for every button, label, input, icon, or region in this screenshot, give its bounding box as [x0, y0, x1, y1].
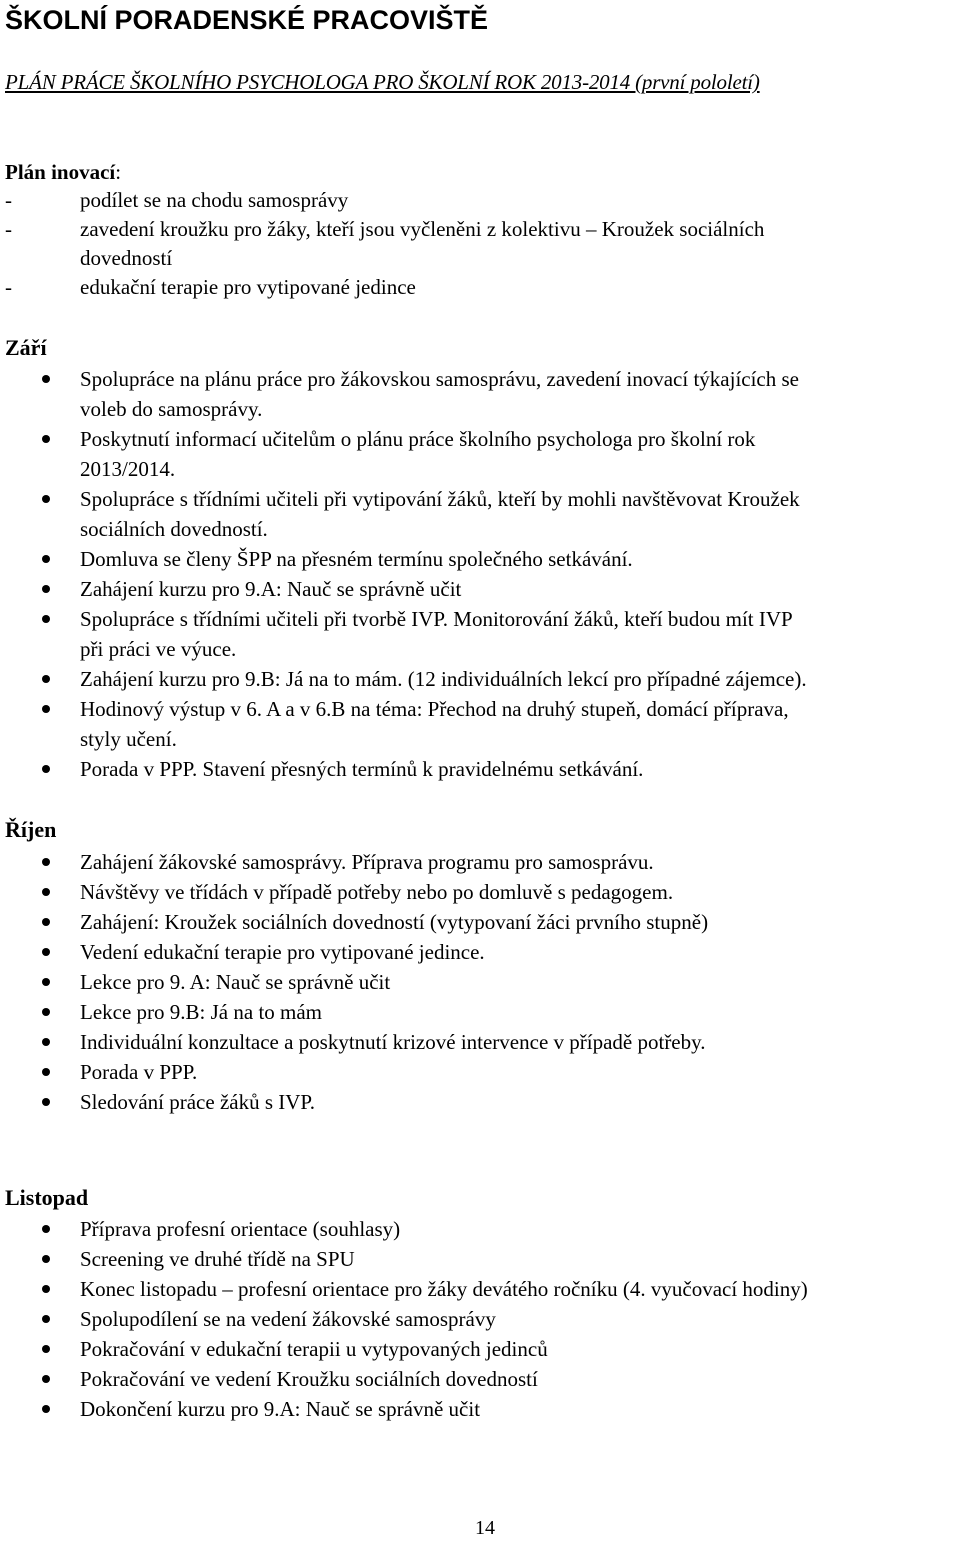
- listopad-list-item: [0, 1214, 960, 1244]
- rijen-list: [0, 847, 960, 1117]
- list-item-text: Příprava profesní orientace (souhlasy): [80, 1217, 401, 1241]
- document-title: ŠKOLNÍ PORADENSKÉ PRACOVIŠTĚ: [5, 5, 489, 35]
- bullet-icon: [42, 888, 50, 896]
- bullet-icon: [42, 1345, 50, 1353]
- bullet-icon: [42, 948, 50, 956]
- list-item-text: Zahájení kurzu pro 9.A: Nauč se správně učit: [80, 577, 462, 601]
- listopad-list-item: [0, 1304, 960, 1334]
- dash-marker: -: [5, 188, 12, 212]
- list-item-text: Pokračování ve vedení Kroužku sociálních dovedností: [80, 1367, 538, 1391]
- list-item-text: Hodinový výstup v 6. A a v 6.B na téma: Přechod na druhý stupeň, domácí příprava,: [80, 697, 789, 721]
- bullet-icon: [42, 1068, 50, 1076]
- zari-list-item: [0, 574, 960, 604]
- rijen-list-item: [0, 997, 960, 1027]
- rijen-list-item: [0, 1057, 960, 1087]
- dash-marker: -: [5, 217, 12, 241]
- list-item-text: Lekce pro 9. A: Nauč se správně učit: [80, 970, 391, 994]
- bullet-icon: [42, 1285, 50, 1293]
- zari-list-item: [0, 604, 960, 664]
- bullet-icon: [42, 1098, 50, 1106]
- list-item-text: edukační terapie pro vytipované jedince: [80, 275, 416, 299]
- listopad-list-item: [0, 1364, 960, 1394]
- list-item-text: Poskytnutí informací učitelům o plánu práce školního psychologa pro školní rok: [80, 427, 756, 451]
- bullet-icon: [42, 858, 50, 866]
- list-item-text: sociálních dovedností.: [80, 517, 268, 541]
- bullet-icon: [42, 495, 50, 503]
- bullet-icon: [42, 1315, 50, 1323]
- innovations-list-item: [0, 186, 960, 215]
- zari-list: [0, 364, 960, 784]
- list-item-text: Sledování práce žáků s IVP.: [80, 1090, 316, 1114]
- list-item-text: Konec listopadu – profesní orientace pro žáky devátého ročníku (4. vyučovací hodiny): [80, 1277, 808, 1301]
- dash-marker: -: [5, 275, 12, 299]
- list-item-text: Spolupráce na plánu práce pro žákovskou samosprávu, zavedení inovací týkajících se: [80, 367, 799, 391]
- list-item-text: 2013/2014.: [80, 457, 176, 481]
- list-item-text: Zahájení žákovské samosprávy. Příprava programu pro samosprávu.: [80, 850, 654, 874]
- listopad-list-item: [0, 1274, 960, 1304]
- zari-list-item: [0, 694, 960, 754]
- list-item-text: Spolupodílení se na vedení žákovské samosprávy: [80, 1307, 496, 1331]
- listopad-list-item: [0, 1334, 960, 1364]
- listopad-heading: Listopad: [5, 1185, 89, 1210]
- bullet-icon: [42, 765, 50, 773]
- rijen-list-item: [0, 847, 960, 877]
- listopad-list: [0, 1214, 960, 1424]
- zari-list-item: [0, 544, 960, 574]
- list-item-text: při práci ve výuce.: [80, 637, 237, 661]
- zari-heading: Září: [5, 335, 47, 360]
- innovations-list-item: [0, 273, 960, 302]
- zari-list-item: [0, 484, 960, 544]
- list-item-text: podílet se na chodu samosprávy: [80, 188, 349, 212]
- bullet-icon: [42, 978, 50, 986]
- list-item-text: dovedností: [80, 246, 173, 270]
- document-subtitle: PLÁN PRÁCE ŠKOLNÍHO PSYCHOLOGA PRO ŠKOLNÍ ROK 2013-2014 (první pololetí): [5, 70, 760, 94]
- listopad-list-item: [0, 1244, 960, 1274]
- zari-list-item: [0, 754, 960, 784]
- zari-list-item: [0, 424, 960, 484]
- bullet-icon: [42, 555, 50, 563]
- bullet-icon: [42, 1008, 50, 1016]
- list-item-text: Domluva se členy ŠPP na přesném termínu společného setkávání.: [80, 547, 633, 571]
- list-item-text: Dokončení kurzu pro 9.A: Nauč se správně učit: [80, 1397, 481, 1421]
- rijen-list-item: [0, 937, 960, 967]
- list-item-text: Porada v PPP.: [80, 1060, 198, 1084]
- zari-list-item: [0, 664, 960, 694]
- bullet-icon: [42, 675, 50, 683]
- bullet-icon: [42, 705, 50, 713]
- list-item-text: Porada v PPP. Stavení přesných termínů k pravidelnému setkávání.: [80, 757, 644, 781]
- innovations-heading-label: Plán inovací: [5, 160, 116, 184]
- rijen-list-item: [0, 907, 960, 937]
- list-item-text: Zahájení kurzu pro 9.B: Já na to mám. (12 individuálních lekcí pro případné zájemce).: [80, 667, 807, 691]
- rijen-heading: Říjen: [5, 817, 57, 842]
- bullet-icon: [42, 1375, 50, 1383]
- innovations-list: [0, 186, 960, 302]
- list-item-text: Lekce pro 9.B: Já na to mám: [80, 1000, 323, 1024]
- zari-list-item: [0, 364, 960, 424]
- page-number: 14: [475, 1517, 495, 1539]
- list-item-text: Vedení edukační terapie pro vytipované jedince.: [80, 940, 485, 964]
- list-item-text: Spolupráce s třídními učiteli při vytipování žáků, kteří by mohli navštěvovat Kroužek: [80, 487, 800, 511]
- rijen-list-item: [0, 1087, 960, 1117]
- list-item-text: Pokračování v edukační terapii u vytypovaných jedinců: [80, 1337, 548, 1361]
- list-item-text: Návštěvy ve třídách v případě potřeby nebo po domluvě s pedagogem.: [80, 880, 674, 904]
- bullet-icon: [42, 1225, 50, 1233]
- bullet-icon: [42, 1038, 50, 1046]
- bullet-icon: [42, 615, 50, 623]
- list-item-text: Spolupráce s třídními učiteli při tvorbě IVP. Monitorování žáků, kteří budou mít IVP: [80, 607, 793, 631]
- innovations-heading: [5, 158, 121, 186]
- list-item-text: voleb do samosprávy.: [80, 397, 263, 421]
- bullet-icon: [42, 375, 50, 383]
- list-item-text: Zahájení: Kroužek sociálních dovedností (vytypovaní žáci prvního stupně): [80, 910, 709, 934]
- listopad-list-item: [0, 1394, 960, 1424]
- bullet-icon: [42, 1405, 50, 1413]
- rijen-list-item: [0, 1027, 960, 1057]
- bullet-icon: [42, 1255, 50, 1263]
- innovations-heading-colon: :: [115, 160, 122, 184]
- list-item-text: Individuální konzultace a poskytnutí krizové intervence v případě potřeby.: [80, 1030, 706, 1054]
- bullet-icon: [42, 918, 50, 926]
- list-item-text: zavedení kroužku pro žáky, kteří jsou vyčleněni z kolektivu – Kroužek sociálních: [80, 217, 765, 241]
- rijen-list-item: [0, 967, 960, 997]
- rijen-list-item: [0, 877, 960, 907]
- list-item-text: Screening ve druhé třídě na SPU: [80, 1247, 355, 1271]
- bullet-icon: [42, 585, 50, 593]
- innovations-list-item: [0, 215, 960, 273]
- list-item-text: styly učení.: [80, 727, 177, 751]
- bullet-icon: [42, 435, 50, 443]
